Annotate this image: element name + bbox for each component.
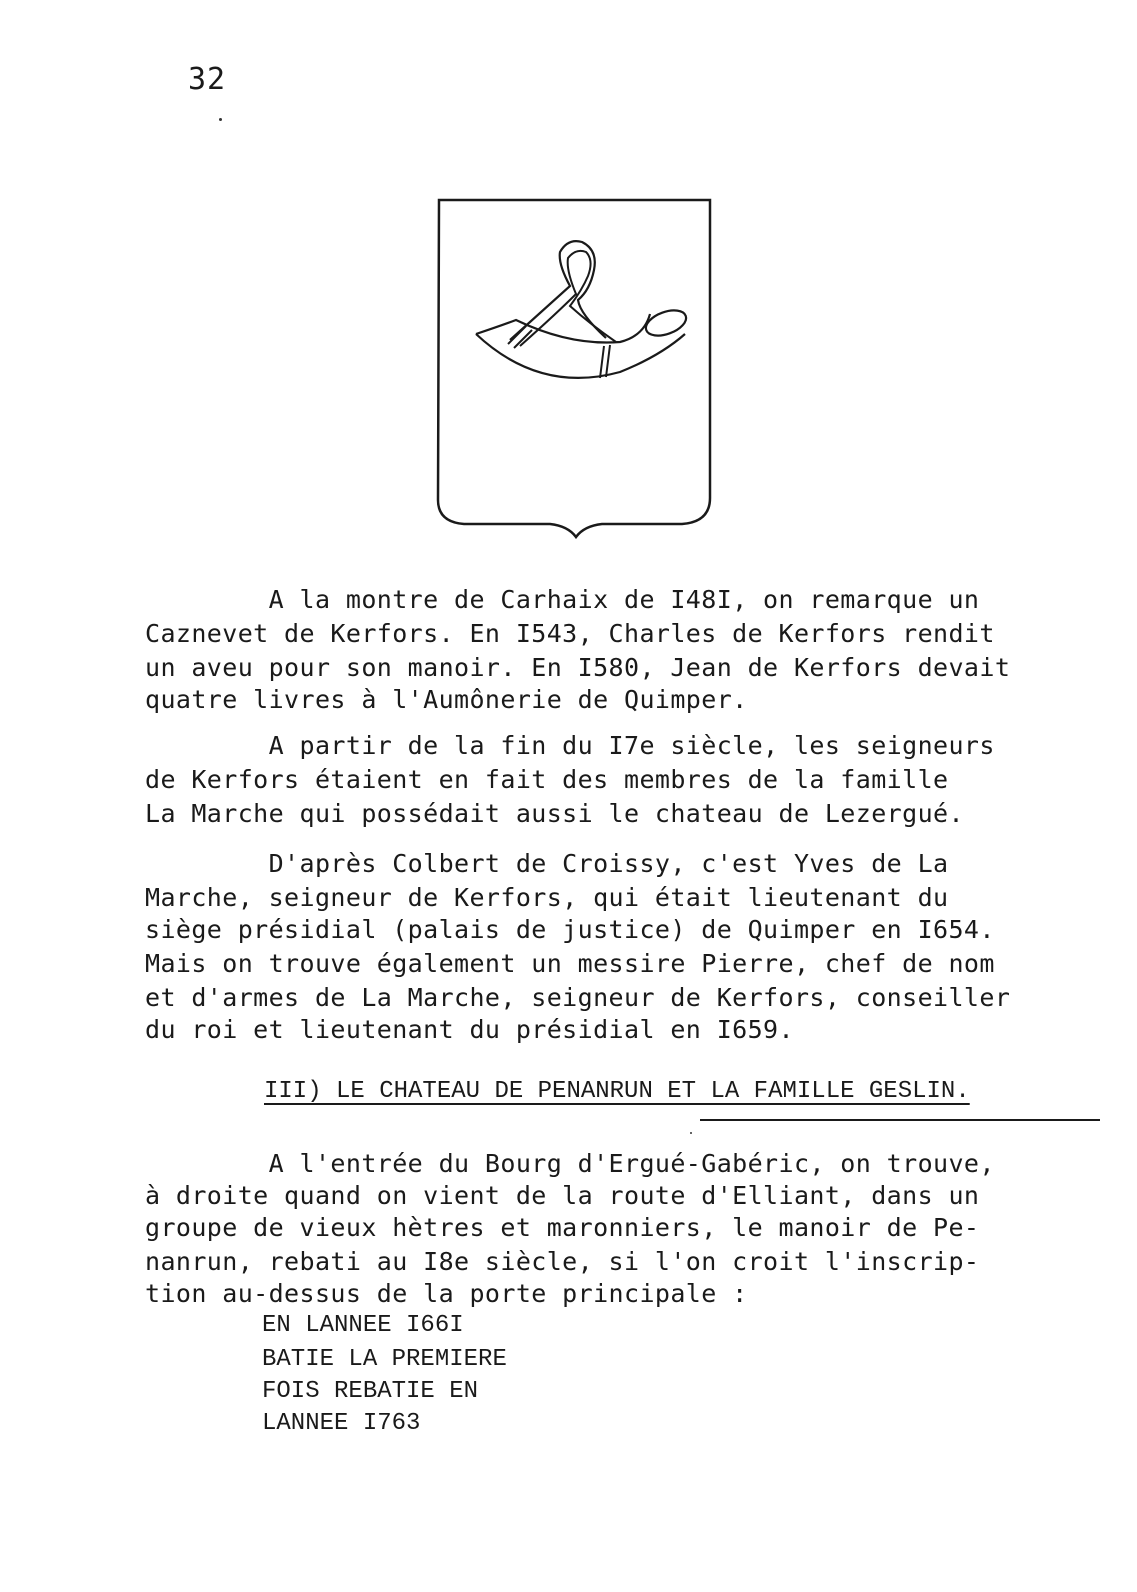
stray-mark xyxy=(690,1132,692,1134)
paragraph-1-line: un aveu pour son manoir. En I580, Jean de Kerfors devait xyxy=(145,653,1011,682)
paragraph-1-line: Caznevet de Kerfors. En I543, Charles de Kerfors rendit xyxy=(145,619,995,648)
penanrun-paragraph-line: groupe de vieux hètres et maronniers, le manoir de Pe- xyxy=(145,1213,980,1242)
paragraph-3-line: siège présidial (palais de justice) de Quimper en I654. xyxy=(145,915,995,944)
paragraph-1-line: A la montre de Carhaix de I48I, on remarque un xyxy=(145,585,980,614)
paragraph-1-line: quatre livres à l'Aumônerie de Quimper. xyxy=(145,685,748,714)
paragraph-2-line: La Marche qui possédait aussi le chateau de Lezergué. xyxy=(145,799,964,828)
inscription-line: LANNEE I763 xyxy=(262,1410,421,1437)
paragraph-3-line: Marche, seigneur de Kerfors, qui était lieutenant du xyxy=(145,883,949,912)
paragraph-3-line: du roi et lieutenant du présidial en I659. xyxy=(145,1015,794,1044)
paragraph-3-line: et d'armes de La Marche, seigneur de Kerfors, conseiller xyxy=(145,983,1011,1012)
coat-of-arms-hunting-horn-icon xyxy=(430,194,730,546)
paragraph-3-line: Mais on trouve également un messire Pierre, chef de nom xyxy=(145,949,995,978)
section-heading: III) LE CHATEAU DE PENANRUN ET LA FAMILLE GESLIN. xyxy=(264,1078,970,1105)
page-number: 32 xyxy=(188,62,227,97)
penanrun-paragraph-line: à droite quand on vient de la route d'Elliant, dans un xyxy=(145,1181,980,1210)
inscription-line: FOIS REBATIE EN xyxy=(262,1378,479,1405)
paragraph-2-line: A partir de la fin du I7e siècle, les seigneurs xyxy=(145,731,995,760)
penanrun-paragraph-line: A l'entrée du Bourg d'Ergué-Gabéric, on trouve, xyxy=(145,1149,995,1178)
inscription-line: BATIE LA PREMIERE xyxy=(262,1346,507,1373)
inscription-line: EN LANNEE I66I xyxy=(262,1312,464,1339)
heading-underline xyxy=(700,1119,1100,1121)
stray-mark xyxy=(219,118,222,121)
paragraph-2-line: de Kerfors étaient en fait des membres de la famille xyxy=(145,765,949,794)
penanrun-paragraph-line: tion au-dessus de la porte principale : xyxy=(145,1279,748,1308)
paragraph-3-line: D'après Colbert de Croissy, c'est Yves de La xyxy=(145,849,949,878)
penanrun-paragraph-line: nanrun, rebati au I8e siècle, si l'on croit l'inscrip- xyxy=(145,1247,980,1276)
